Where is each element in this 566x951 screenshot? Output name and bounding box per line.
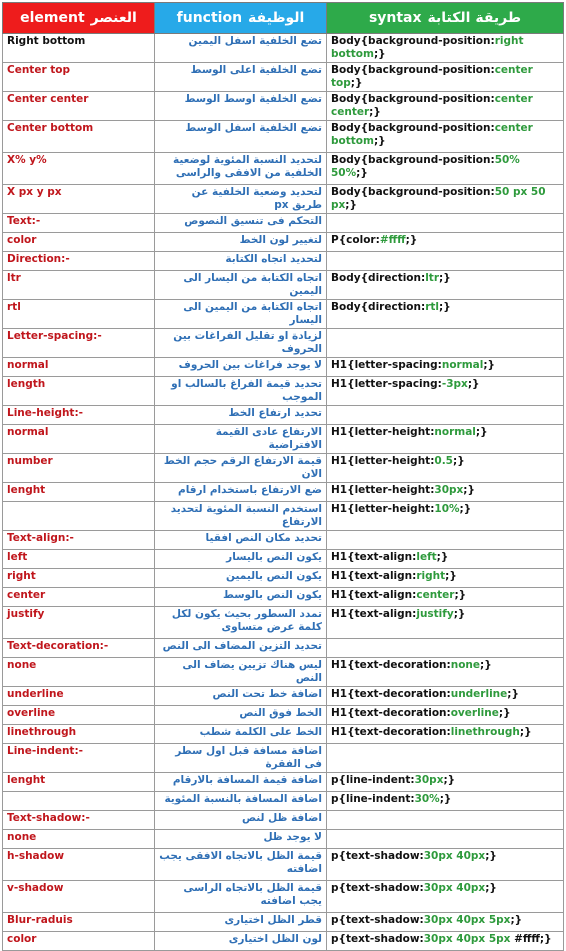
- table-row: [3, 830, 564, 849]
- syntax-property: Body{background-position:: [331, 186, 495, 198]
- syntax-property: H1{text-align:: [331, 570, 417, 582]
- function-cell: تضع الخلفية اعلى الوسط: [155, 63, 327, 92]
- element-cell: X% y%: [3, 153, 155, 185]
- syntax-value: normal: [434, 426, 476, 438]
- function-cell: قيمة الارتفاع الرقم حجم الخط الان: [155, 454, 327, 483]
- syntax-cell: [327, 706, 564, 725]
- function-cell: تحديد التزين المضاف الى النص: [155, 639, 327, 658]
- function-cell: قيمة الظل بالاتجاه الراسى يجب اضافته: [155, 881, 327, 913]
- table-row: [3, 358, 564, 377]
- function-cell: التحكم فى تنسيق النصوص: [155, 214, 327, 233]
- syntax-cell: [327, 849, 564, 881]
- syntax-property: p{text-shadow:: [331, 933, 424, 945]
- table-row: [3, 233, 564, 252]
- syntax-cell: [327, 153, 564, 185]
- header-function-ar: الوظيفة: [248, 10, 305, 26]
- syntax-property: Body{background-position:: [331, 122, 495, 134]
- syntax-end: ;}: [436, 551, 449, 563]
- syntax-end: ;}: [439, 301, 451, 313]
- syntax-property: P{color:: [331, 234, 380, 246]
- table-row: [3, 329, 564, 358]
- table-row: [3, 425, 564, 454]
- element-cell: none: [3, 830, 155, 849]
- syntax-end: ;}: [459, 503, 472, 515]
- syntax-cell: [327, 329, 564, 358]
- table-row: [3, 502, 564, 531]
- element-cell: Text-shadow:-: [3, 811, 155, 830]
- function-cell: تضع الخلفية اوسط الوسط: [155, 92, 327, 121]
- syntax-end: ;}: [373, 135, 386, 147]
- function-cell: الخط فوق النص: [155, 706, 327, 725]
- element-cell: Center center: [3, 92, 155, 121]
- syntax-end: ;}: [369, 106, 381, 118]
- syntax-cell: [327, 300, 564, 329]
- syntax-value: center center: [331, 93, 533, 118]
- table-row: [3, 569, 564, 588]
- element-cell: h-shadow: [3, 849, 155, 881]
- function-cell: لتحديد اتجاه الكتابة: [155, 252, 327, 271]
- syntax-property: H1{letter-height:: [331, 503, 435, 515]
- function-cell: استخدم النسبة المئوية لتحديد الارتفاع: [155, 502, 327, 531]
- syntax-end: ;}: [519, 726, 532, 738]
- syntax-cell: [327, 607, 564, 639]
- header-row: [3, 3, 564, 34]
- syntax-value: 50 px 50 px: [331, 186, 546, 211]
- syntax-cell: [327, 550, 564, 569]
- syntax-value: #ffff: [379, 234, 406, 246]
- syntax-value: 5px: [485, 914, 511, 926]
- syntax-property: H1{text-align:: [331, 589, 417, 601]
- syntax-cell: [327, 34, 564, 63]
- table-row: [3, 63, 564, 92]
- syntax-cell: [327, 744, 564, 773]
- element-cell: Blur-raduis: [3, 913, 155, 932]
- syntax-value: 50% 50%: [331, 154, 520, 179]
- syntax-end: ;}: [356, 167, 368, 179]
- table-row: [3, 811, 564, 830]
- syntax-cell: [327, 725, 564, 744]
- syntax-property: H1{letter-height:: [331, 484, 435, 496]
- function-cell: لزيادة او تقليل الفراغات بين الحروف: [155, 329, 327, 358]
- syntax-end: ;}: [475, 426, 488, 438]
- syntax-end: ;}: [483, 359, 496, 371]
- syntax-property: p{line-indent:: [331, 774, 415, 786]
- header-function-en: function: [176, 10, 243, 26]
- element-cell: right: [3, 569, 155, 588]
- syntax-property: H1{text-decoration:: [331, 707, 451, 719]
- syntax-property: H1{text-decoration:: [331, 659, 451, 671]
- syntax-cell: [327, 121, 564, 153]
- syntax-end: ;}: [345, 199, 357, 211]
- syntax-value: 0.5: [434, 455, 453, 467]
- syntax-cell: [327, 932, 564, 951]
- syntax-property: Body{background-position:: [331, 35, 495, 47]
- syntax-end: ;}: [405, 234, 418, 246]
- syntax-end: #ffff;}: [510, 933, 552, 945]
- syntax-cell: [327, 483, 564, 502]
- syntax-value: center: [416, 589, 455, 601]
- syntax-value: underline: [450, 688, 508, 700]
- syntax-value: 30px: [414, 774, 444, 786]
- syntax-property: p{text-shadow:: [331, 914, 424, 926]
- table-row: [3, 377, 564, 406]
- table-row: [3, 849, 564, 881]
- syntax-end: ;}: [453, 608, 466, 620]
- syntax-property: H1{letter-height:: [331, 426, 435, 438]
- syntax-cell: [327, 687, 564, 706]
- function-cell: ليس هناك تزيين يضاف الى النص: [155, 658, 327, 687]
- function-cell: لا يوجد فراغات بين الحروف: [155, 358, 327, 377]
- syntax-property: H1{letter-spacing:: [331, 378, 442, 390]
- syntax-cell: [327, 185, 564, 214]
- function-cell: الارتفاع عادى القيمة الافتراضية: [155, 425, 327, 454]
- table-row: [3, 773, 564, 792]
- element-cell: color: [3, 932, 155, 951]
- table-row: [3, 185, 564, 214]
- table-row: [3, 792, 564, 811]
- syntax-cell: [327, 588, 564, 607]
- function-cell: الخط على الكلمة شطب: [155, 725, 327, 744]
- syntax-value: overline: [450, 707, 499, 719]
- element-cell: Text:-: [3, 214, 155, 233]
- syntax-property: H1{letter-spacing:: [331, 359, 442, 371]
- header-syntax-en: syntax: [368, 10, 422, 26]
- table-row: [3, 406, 564, 425]
- header-element-ar: العنصر: [90, 10, 137, 26]
- header-element: [3, 3, 155, 34]
- element-cell: underline: [3, 687, 155, 706]
- syntax-cell: [327, 271, 564, 300]
- table-row: [3, 658, 564, 687]
- element-cell: overline: [3, 706, 155, 725]
- syntax-end: ;}: [510, 914, 523, 926]
- function-cell: اضافة ظل لنص: [155, 811, 327, 830]
- table-row: [3, 932, 564, 951]
- table-row: [3, 706, 564, 725]
- element-cell: justify: [3, 607, 155, 639]
- syntax-cell: [327, 214, 564, 233]
- syntax-value: none: [450, 659, 481, 671]
- syntax-cell: [327, 406, 564, 425]
- syntax-value: 10%: [434, 503, 460, 515]
- element-cell: Line-height:-: [3, 406, 155, 425]
- element-cell: number: [3, 454, 155, 483]
- element-cell: Line-indent:-: [3, 744, 155, 773]
- syntax-end: ;}: [467, 378, 480, 390]
- table-row: [3, 214, 564, 233]
- syntax-value: center top: [331, 64, 533, 89]
- syntax-end: ;}: [439, 272, 451, 284]
- function-cell: تمدد السطور بحيث يكون لكل كلمة عرض متساوى: [155, 607, 327, 639]
- syntax-cell: [327, 233, 564, 252]
- syntax-value: rtl: [425, 301, 439, 313]
- syntax-cell: [327, 881, 564, 913]
- syntax-property: H1{text-align:: [331, 551, 417, 563]
- syntax-cell: [327, 792, 564, 811]
- syntax-cell: [327, 92, 564, 121]
- element-cell: Center bottom: [3, 121, 155, 153]
- syntax-end: ;}: [443, 774, 456, 786]
- syntax-cell: [327, 773, 564, 792]
- syntax-value: -3px: [441, 378, 468, 390]
- element-cell: center: [3, 588, 155, 607]
- syntax-cell: [327, 639, 564, 658]
- syntax-cell: [327, 63, 564, 92]
- table-row: [3, 725, 564, 744]
- syntax-value: 30px: [423, 933, 453, 945]
- syntax-cell: [327, 358, 564, 377]
- syntax-end: ;}: [439, 793, 452, 805]
- element-cell: Text-decoration:-: [3, 639, 155, 658]
- function-cell: لون الظل اختيارى: [155, 932, 327, 951]
- function-cell: لتغيير لون الخط: [155, 233, 327, 252]
- syntax-value: 5px: [485, 933, 511, 945]
- element-cell: Direction:-: [3, 252, 155, 271]
- table-row: [3, 607, 564, 639]
- syntax-property: p{text-shadow:: [331, 850, 424, 862]
- header-syntax: [327, 3, 564, 34]
- syntax-value: 30%: [414, 793, 440, 805]
- header-element-en: element: [20, 10, 85, 26]
- header-syntax-ar: طريقة الكتابة: [427, 10, 522, 26]
- function-cell: لتحديد النسبة المئوية لوضعية الخلفية من الافقى والراسى: [155, 153, 327, 185]
- syntax-value: normal: [441, 359, 484, 371]
- syntax-value: linethrough: [450, 726, 520, 738]
- css-reference-table: [2, 2, 564, 951]
- table-row: [3, 454, 564, 483]
- element-cell: length: [3, 377, 155, 406]
- function-cell: لتحديد وضعية الخلفية عن طريق px: [155, 185, 327, 214]
- syntax-end: ;}: [373, 48, 386, 60]
- element-cell: Center top: [3, 63, 155, 92]
- element-cell: none: [3, 658, 155, 687]
- syntax-value: ltr: [425, 272, 439, 284]
- syntax-value: 40px: [452, 914, 486, 926]
- element-cell: v-shadow: [3, 881, 155, 913]
- header-function: [155, 3, 327, 34]
- syntax-end: ;}: [485, 850, 497, 862]
- function-cell: اتجاه الكتابة من اليسار الى اليمين: [155, 271, 327, 300]
- syntax-cell: [327, 252, 564, 271]
- syntax-cell: [327, 811, 564, 830]
- syntax-cell: [327, 830, 564, 849]
- syntax-property: H1{text-align:: [331, 608, 417, 620]
- table-row: [3, 34, 564, 63]
- syntax-property: H1{text-decoration:: [331, 726, 451, 738]
- syntax-end: ;}: [498, 707, 511, 719]
- element-cell: lenght: [3, 773, 155, 792]
- table-row: [3, 744, 564, 773]
- element-cell: linethrough: [3, 725, 155, 744]
- syntax-cell: [327, 569, 564, 588]
- syntax-property: H1{text-decoration:: [331, 688, 451, 700]
- syntax-end: ;}: [454, 589, 467, 601]
- element-cell: normal: [3, 358, 155, 377]
- table-row: [3, 153, 564, 185]
- table-row: [3, 913, 564, 932]
- function-cell: اضافة قيمة المسافة بالارقام: [155, 773, 327, 792]
- syntax-cell: [327, 531, 564, 550]
- table-row: [3, 271, 564, 300]
- syntax-value: 30px: [434, 484, 464, 496]
- element-cell: Right bottom: [3, 34, 155, 63]
- function-cell: تحديد قيمة الفراغ بالسالب او الموجب: [155, 377, 327, 406]
- function-cell: يكون النص بالوسط: [155, 588, 327, 607]
- syntax-property: H1{letter-height:: [331, 455, 435, 467]
- function-cell: اضافة خط تحت النص: [155, 687, 327, 706]
- element-cell: normal: [3, 425, 155, 454]
- table-row: [3, 531, 564, 550]
- element-cell: color: [3, 233, 155, 252]
- function-cell: اتجاه الكتابة من اليمين الى اليسار: [155, 300, 327, 329]
- syntax-cell: [327, 913, 564, 932]
- table-row: [3, 92, 564, 121]
- element-cell: left: [3, 550, 155, 569]
- syntax-cell: [327, 658, 564, 687]
- syntax-value: left: [416, 551, 437, 563]
- syntax-value: right bottom: [331, 35, 524, 60]
- table-row: [3, 588, 564, 607]
- syntax-value: right: [416, 570, 446, 582]
- function-cell: ضع الارتفاع باستخدام ارقام: [155, 483, 327, 502]
- syntax-property: Body{background-position:: [331, 93, 495, 105]
- function-cell: تضع الخلفية اسفل الوسط: [155, 121, 327, 153]
- function-cell: تحديد ارتفاع الخط: [155, 406, 327, 425]
- table-row: [3, 252, 564, 271]
- syntax-value: 30px: [423, 914, 453, 926]
- syntax-property: Body{direction:: [331, 301, 426, 313]
- syntax-cell: [327, 502, 564, 531]
- function-cell: تضع الخلفية اسفل اليمين: [155, 34, 327, 63]
- syntax-cell: [327, 454, 564, 483]
- syntax-property: Body{background-position:: [331, 64, 495, 76]
- syntax-value: center bottom: [331, 122, 533, 147]
- syntax-value: 40px: [452, 850, 486, 862]
- element-cell: X px y px: [3, 185, 155, 214]
- table-row: [3, 300, 564, 329]
- function-cell: قيمة الظل بالاتجاه الافقى يجب اضافته: [155, 849, 327, 881]
- syntax-property: p{text-shadow:: [331, 882, 424, 894]
- function-cell: لا يوجد ظل: [155, 830, 327, 849]
- table-row: [3, 639, 564, 658]
- function-cell: تحديد مكان النص افقيا: [155, 531, 327, 550]
- syntax-value: 30px: [423, 850, 453, 862]
- element-cell: [3, 502, 155, 531]
- element-cell: ltr: [3, 271, 155, 300]
- table-body: [3, 34, 564, 951]
- element-cell: Letter-spacing:-: [3, 329, 155, 358]
- table-row: [3, 687, 564, 706]
- element-cell: lenght: [3, 483, 155, 502]
- syntax-value: 40px: [452, 882, 486, 894]
- syntax-end: ;}: [485, 882, 497, 894]
- syntax-end: ;}: [350, 77, 363, 89]
- table-row: [3, 881, 564, 913]
- syntax-value: 40px: [452, 933, 486, 945]
- function-cell: اضافة مسافة قبل اول سطر فى الفقرة: [155, 744, 327, 773]
- syntax-end: ;}: [463, 484, 475, 496]
- syntax-cell: [327, 425, 564, 454]
- element-cell: rtl: [3, 300, 155, 329]
- syntax-end: ;}: [507, 688, 519, 700]
- function-cell: يكون النص باليسار: [155, 550, 327, 569]
- css-reference-table-wrapper: [2, 2, 563, 951]
- element-cell: [3, 792, 155, 811]
- syntax-cell: [327, 377, 564, 406]
- syntax-value: 30px: [423, 882, 453, 894]
- syntax-property: p{line-indent:: [331, 793, 415, 805]
- table-row: [3, 483, 564, 502]
- function-cell: اضافة المسافة بالنسبة المئوية: [155, 792, 327, 811]
- element-cell: Text-align:-: [3, 531, 155, 550]
- table-row: [3, 550, 564, 569]
- function-cell: يكون النص باليمين: [155, 569, 327, 588]
- function-cell: قطر الظل اختيارى: [155, 913, 327, 932]
- syntax-property: Body{background-position:: [331, 154, 495, 166]
- syntax-value: justify: [416, 608, 454, 620]
- syntax-property: Body{direction:: [331, 272, 426, 284]
- syntax-end: ;}: [453, 455, 465, 467]
- syntax-end: ;}: [480, 659, 492, 671]
- syntax-end: ;}: [445, 570, 457, 582]
- table-row: [3, 121, 564, 153]
